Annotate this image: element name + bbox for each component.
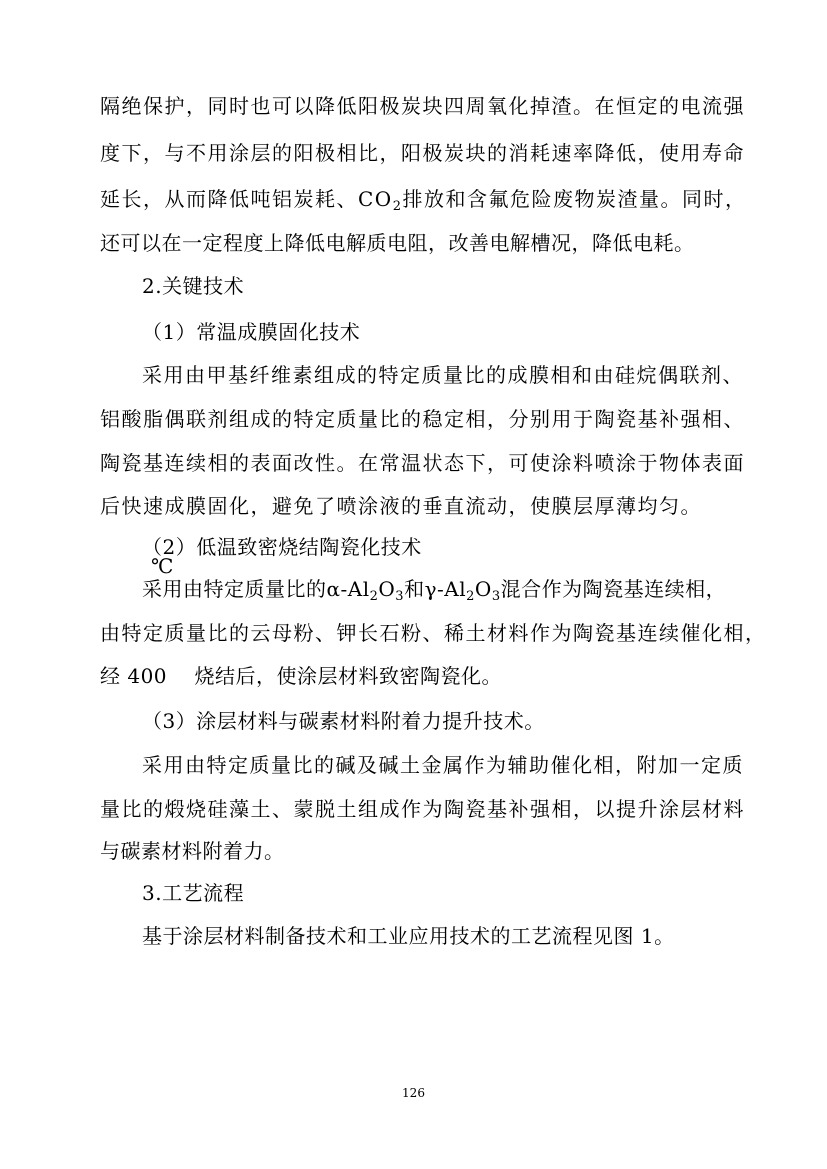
paragraph-line-7: 陶瓷基连续相的表面改性。在常温状态下，可使涂料喷涂于物体表面 xyxy=(100,451,745,475)
paragraph-line-8: 后快速成膜固化，避免了喷涂液的垂直流动，使膜层厚薄均匀。 xyxy=(100,494,702,518)
paragraph-line-4: 还可以在一定程度上降低电解质电阻，改善电解槽况，降低电耗。 xyxy=(100,231,695,255)
section-heading-key-tech: 2.关键技术 xyxy=(142,274,245,298)
page-number: 126 xyxy=(402,1086,425,1100)
paragraph-line-11: 经 400 烧结后，使涂层材料致密陶瓷化。 xyxy=(100,664,502,688)
paragraph-line-3: 延长，从而降低吨铝炭耗、$CO_2$排放和含氟危险废物炭渣量。同时， xyxy=(100,187,747,214)
paragraph-line-2: 度下，与不用涂层的阳极相比，阳极炭块的消耗速率降低，使用寿命 xyxy=(100,141,745,165)
paragraph-line-15: 基于涂层材料制备技术和工业应用技术的工艺流程见图 1。 xyxy=(142,924,675,948)
subheading-room-temp-film: （1）常温成膜固化技术 xyxy=(142,320,361,344)
section-heading-process: 3.工艺流程 xyxy=(142,881,245,905)
paragraph-line-9: 采用由特定质量比的$\alpha-Al_2O_3$和$\gamma-Al_2O_3$混合作为陶瓷基连续相， xyxy=(142,577,727,604)
paragraph-line-6: 铝酸脂偶联剂组成的特定质量比的稳定相，分别用于陶瓷基补强相、 xyxy=(100,407,745,431)
paragraph-line-14: 与碳素材料附着力。 xyxy=(100,839,285,863)
paragraph-line-5: 采用由甲基纤维素组成的特定质量比的成膜相和由硅烷偶联剂、 xyxy=(142,363,744,387)
subheading-low-temp-sinter: （2）低温致密烧结陶瓷化技术 xyxy=(142,535,422,559)
degree-celsius-symbol: ℃ xyxy=(151,554,174,578)
paragraph-line-13: 量比的煅烧硅藻土、蒙脱土组成作为陶瓷基补强相，以提升涂层材料 xyxy=(100,797,745,821)
paragraph-line-12: 采用由特定质量比的碱及碱土金属作为辅助催化相，附加一定质 xyxy=(142,753,744,777)
paragraph-line-1: 隔绝保护，同时也可以降低阳极炭块四周氧化掉渣。在恒定的电流强 xyxy=(100,94,745,118)
subheading-adhesion: （3）涂层材料与碳素材料附着力提升技术。 xyxy=(142,709,545,733)
paragraph-line-10: 由特定质量比的云母粉、钾长石粉、稀土材料作为陶瓷基连续催化相， xyxy=(100,621,767,645)
